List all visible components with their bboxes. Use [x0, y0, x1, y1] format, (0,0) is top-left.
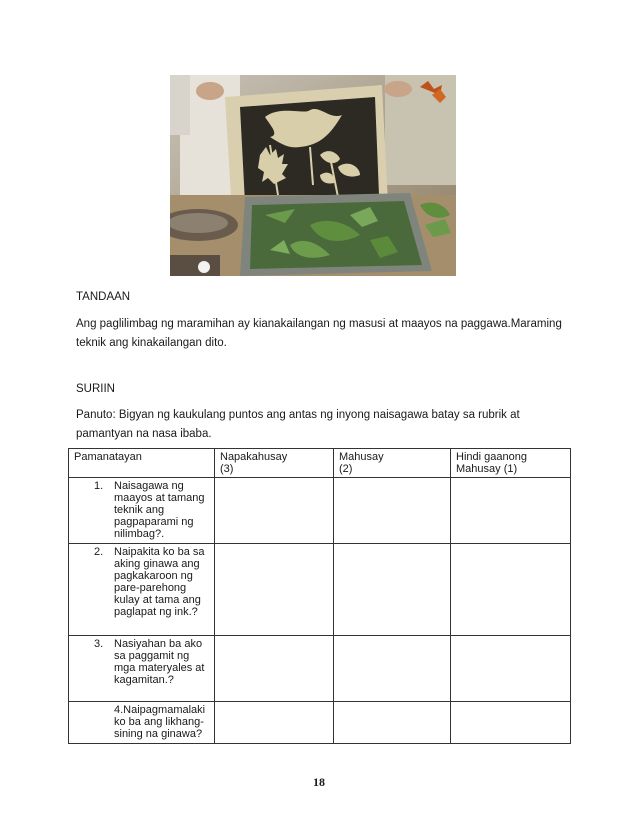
suriin-line-1: Panuto: Bigyan ng kaukulang puntos ang antas ng inyong naisagawa batay sa rubrik at — [76, 409, 520, 421]
score-cell[interactable] — [334, 478, 451, 544]
score-cell[interactable] — [215, 478, 334, 544]
tandaan-heading: TANDAAN — [76, 291, 131, 303]
score-cell[interactable] — [334, 702, 451, 744]
score-cell[interactable] — [215, 702, 334, 744]
score-cell[interactable] — [451, 636, 571, 702]
tandaan-paragraph — [76, 315, 576, 353]
tandaan-line-2: teknik ang kinakailangan dito. — [76, 337, 227, 349]
header-hindi-gaanong-mahusay: Hindi gaanong Mahusay (1) — [451, 449, 571, 478]
criterion-cell: 4.Naipagmamalaki ko ba ang likhang-sining na ginawa? — [69, 702, 215, 744]
score-cell[interactable] — [215, 636, 334, 702]
page-number: 18 — [313, 775, 325, 789]
table-row — [69, 478, 571, 544]
table-row — [69, 544, 571, 636]
rubric-table — [68, 448, 571, 744]
rubric-header-row — [69, 449, 571, 478]
score-cell[interactable] — [451, 702, 571, 744]
criterion-cell: 2. Naipakita ko ba sa aking ginawa ang pagkakaroon ng pare-parehong kulay at tama ang paglapat ng ink.? — [69, 544, 215, 636]
score-cell[interactable] — [215, 544, 334, 636]
criterion-cell: 3. Nasiyahan ba ako sa paggamit ng mga materyales at kagamitan.? — [69, 636, 215, 702]
tandaan-line-1: Ang paglilimbag ng maramihan ay kianakailangan ng masusi at maayos na paggawa.Maraming — [76, 318, 562, 330]
header-pamantayan: Pamanatayan — [69, 449, 215, 478]
criterion-cell: 1. Naisagawa ng maayos at tamang teknik ang pagpaparami ng nilimbag?. — [69, 478, 215, 544]
table-row — [69, 702, 571, 744]
header-mahusay: Mahusay (2) — [334, 449, 451, 478]
header-napakahusay: Napakahusay (3) — [215, 449, 334, 478]
score-cell[interactable] — [451, 544, 571, 636]
table-row — [69, 636, 571, 702]
suriin-heading: SURIIN — [76, 383, 115, 395]
leaf-print-photo — [170, 75, 456, 276]
score-cell[interactable] — [451, 478, 571, 544]
suriin-line-2: pamantyan na nasa ibaba. — [76, 428, 212, 440]
suriin-instructions — [76, 406, 576, 444]
leaf-print-photo-icon — [170, 75, 456, 276]
score-cell[interactable] — [334, 544, 451, 636]
score-cell[interactable] — [334, 636, 451, 702]
